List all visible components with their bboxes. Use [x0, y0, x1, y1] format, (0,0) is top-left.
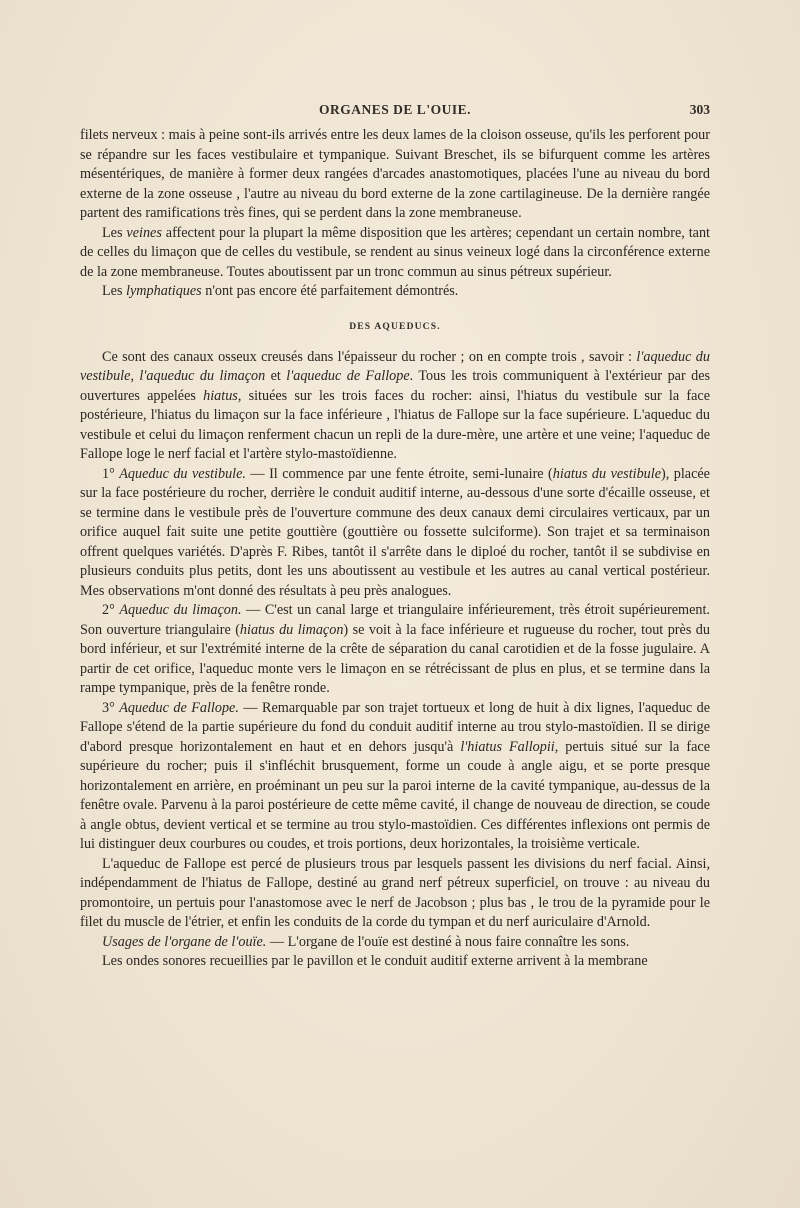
italic-term: l'aqueduc du limaçon [139, 368, 266, 384]
body-text [80, 126, 710, 972]
item-title: Usages de l'organe de l'ouïe. [102, 933, 267, 950]
text-run: Ce sont des canaux osseux creusés dans l'épaisseur du rocher ; on en compte trois , savoir : [102, 348, 632, 365]
running-title: ORGANES DE L'OUIE. [319, 102, 471, 117]
text-run: Les [102, 224, 127, 241]
item-number: 3° [102, 699, 120, 716]
text-run: — Il commence par une fente étroite, semi-lunaire ( [245, 465, 553, 482]
text-run: affectent pour la plupart la même disposition que les artères; cependant un certain nombre, tant de celles du limaçon que de celles du vestibule, se rendent au sinus veineux logé dans la circonférence externe de la zone membraneuse. Toutes aboutissent par un tronc commun au sinus pétreux supérieur. [80, 224, 710, 280]
italic-term: hiatus du vestibule [552, 465, 662, 482]
paragraph-nerves-text: filets nerveux : mais à peine sont-ils arrivés entre les deux lames de la cloison osseuse, qu'ils les perforent pour se répandre sur les faces vestibulaire et tympanique. Suivant Breschet, ils se bifurquent comme les artères mésentériques, de manière à former deux rangées d'arcades anastomotiques, placées l'une au niveau du bord externe de la zone osseuse , l'autre au niveau du bord externe de la zone cartilagineuse. De la dernière rangée partent des ramifications très fines, qui se perdent dans la zone membraneuse. [80, 127, 710, 221]
text-run: — L'organe de l'ouïe est destiné à nous faire connaître les sons. [266, 933, 630, 950]
paragraph-aqueduct-vestibule [80, 465, 710, 602]
paragraph-fallope-foramina [80, 855, 710, 933]
text-run: , [130, 368, 140, 384]
paragraph-lymphatics [80, 282, 710, 302]
paragraph-usages [80, 933, 710, 953]
italic-term: l'aqueduc de Fallope [286, 368, 410, 384]
text-run: n'ont pas encore été parfaitement démontrés. [201, 283, 459, 299]
paragraph-intro [80, 348, 710, 465]
item-title: Aqueduc du vestibule. [119, 465, 246, 482]
item-number: 2° [102, 602, 120, 618]
text-run: et [265, 368, 287, 384]
paragraph-nerves [80, 126, 710, 224]
text-run: ) se voit à la face inférieure et rugueuse du rocher, tout près du bord inférieur, et sur l'extrémité interne de la crête de séparation du canal carotidien et de la fosse jugulaire. A partir de cet orifice, l'aqueduc monte vers le limaçon en se rétrécissant de plus en plus, et se termine dans la rampe tympanique, près de la fenêtre ronde. [80, 621, 710, 696]
italic-term: l'aqueduc du vestibule [80, 348, 710, 384]
text-run: . Tous les trois communiquent à l'extérieur par des ouvertures appelées [80, 368, 711, 404]
text-run: , situées sur les trois faces du rocher: ainsi, l'hiatus du vestibule sur la face postérieure, l'hiatus du limaçon sur la face inférieure , l'hiatus de Fallope sur la face supérieure. L'aqueduc du vestibule et celui du limaçon renferment chacun un repli de la dure-mère, une artère et une veine; l'aqueduc de Fallope loge le nerf facial et l'artère stylo-mastoïdienne. [80, 387, 710, 462]
italic-term: hiatus [203, 387, 238, 404]
item-title: Aqueduc du limaçon. [119, 602, 242, 618]
text-run: — C'est un canal large et triangulaire inférieurement, très étroit supérieurement. Son ouverture triangulaire ( [80, 602, 710, 638]
page-number: 303 [689, 102, 710, 117]
text-run: L'aqueduc de Fallope est percé de plusieurs trous par lesquels passent les divisions du nerf facial. Ainsi, indépendamment de l'hiatus de Fallope, destiné au grand nerf pétreux superficiel, on trouve : au niveau du promontoire, un pertuis pour l'anastomose avec le nerf de Jacobson ; plus bas , le trou de la pyramide pour le filet du muscle de l'étrier, et enfin les conduits de la corde du tympan et du nerf auriculaire d'Arnold. [80, 855, 710, 930]
text-run: , pertuis situé sur la face supérieure du rocher; puis il s'infléchit brusquement, forme un coude à angle aigu, et se porte presque horizontalement en arrière, en proéminant un peu sur la paroi interne de la cavité tympanique, au-dessus de la fenêtre ovale. Parvenu à la paroi postérieure de cette même cavité, il change de nouveau de direction, se coude à angle obtus, devient vertical et se termine au trou stylo-mastoïdien. Ces différentes inflexions ont permis de lui distinguer deux courbures ou coudes, et trois portions, deux horizontales, la troisième verticale. [80, 738, 710, 852]
paragraph-veins [80, 224, 710, 283]
item-title: Aqueduc de Fallope. [119, 699, 239, 716]
text-run: Les [102, 283, 127, 299]
italic-term: lymphatiques [126, 283, 202, 299]
running-head [80, 102, 710, 122]
section-heading: DES AQUEDUCS. [349, 321, 441, 332]
paragraph-aqueduct-fallope [80, 699, 710, 855]
text-run: ), placée sur la face postérieure du rocher, derrière le conduit auditif interne, au-dessous d'une sorte d'écaille osseuse, et se termine dans le vestibule près de l'ouverture commune des deux canaux demi circulaires verticaux, par un orifice auquel fait suite une petite gouttière (gouttière ou fossette sulciforme). Son trajet et sa terminaison offrent quelques variétés. D'après F. Ribes, tantôt il s'arrête dans le diploé du rocher, tantôt il se subdivise en plusieurs conduits plus petits, dont les uns aboutissent au vestibule et les autres au canal vertical postérieur. Mes observations m'ont donné des résultats à peu près analogues. [80, 465, 710, 599]
paragraph-last-line [80, 952, 710, 972]
paragraph-aqueduct-cochlea [80, 601, 710, 699]
text-run: Les ondes sonores recueillies par le pavillon et le conduit auditif externe arrivent à la membrane [102, 953, 648, 969]
italic-term: hiatus du limaçon [239, 621, 344, 638]
italic-term: l'hiatus Fallopii [460, 738, 555, 755]
italic-term: veines [126, 224, 162, 241]
item-number: 1° [102, 465, 120, 482]
text-run: — Remarquable par son trajet tortueux et long de huit à dix lignes, l'aqueduc de Fallope s'étend de la partie supérieure du fond du conduit auditif interne au trou stylo-mastoïdien. Il se dirige d'abord presque horizontalement en haut et en dehors jusqu'à [80, 699, 711, 755]
